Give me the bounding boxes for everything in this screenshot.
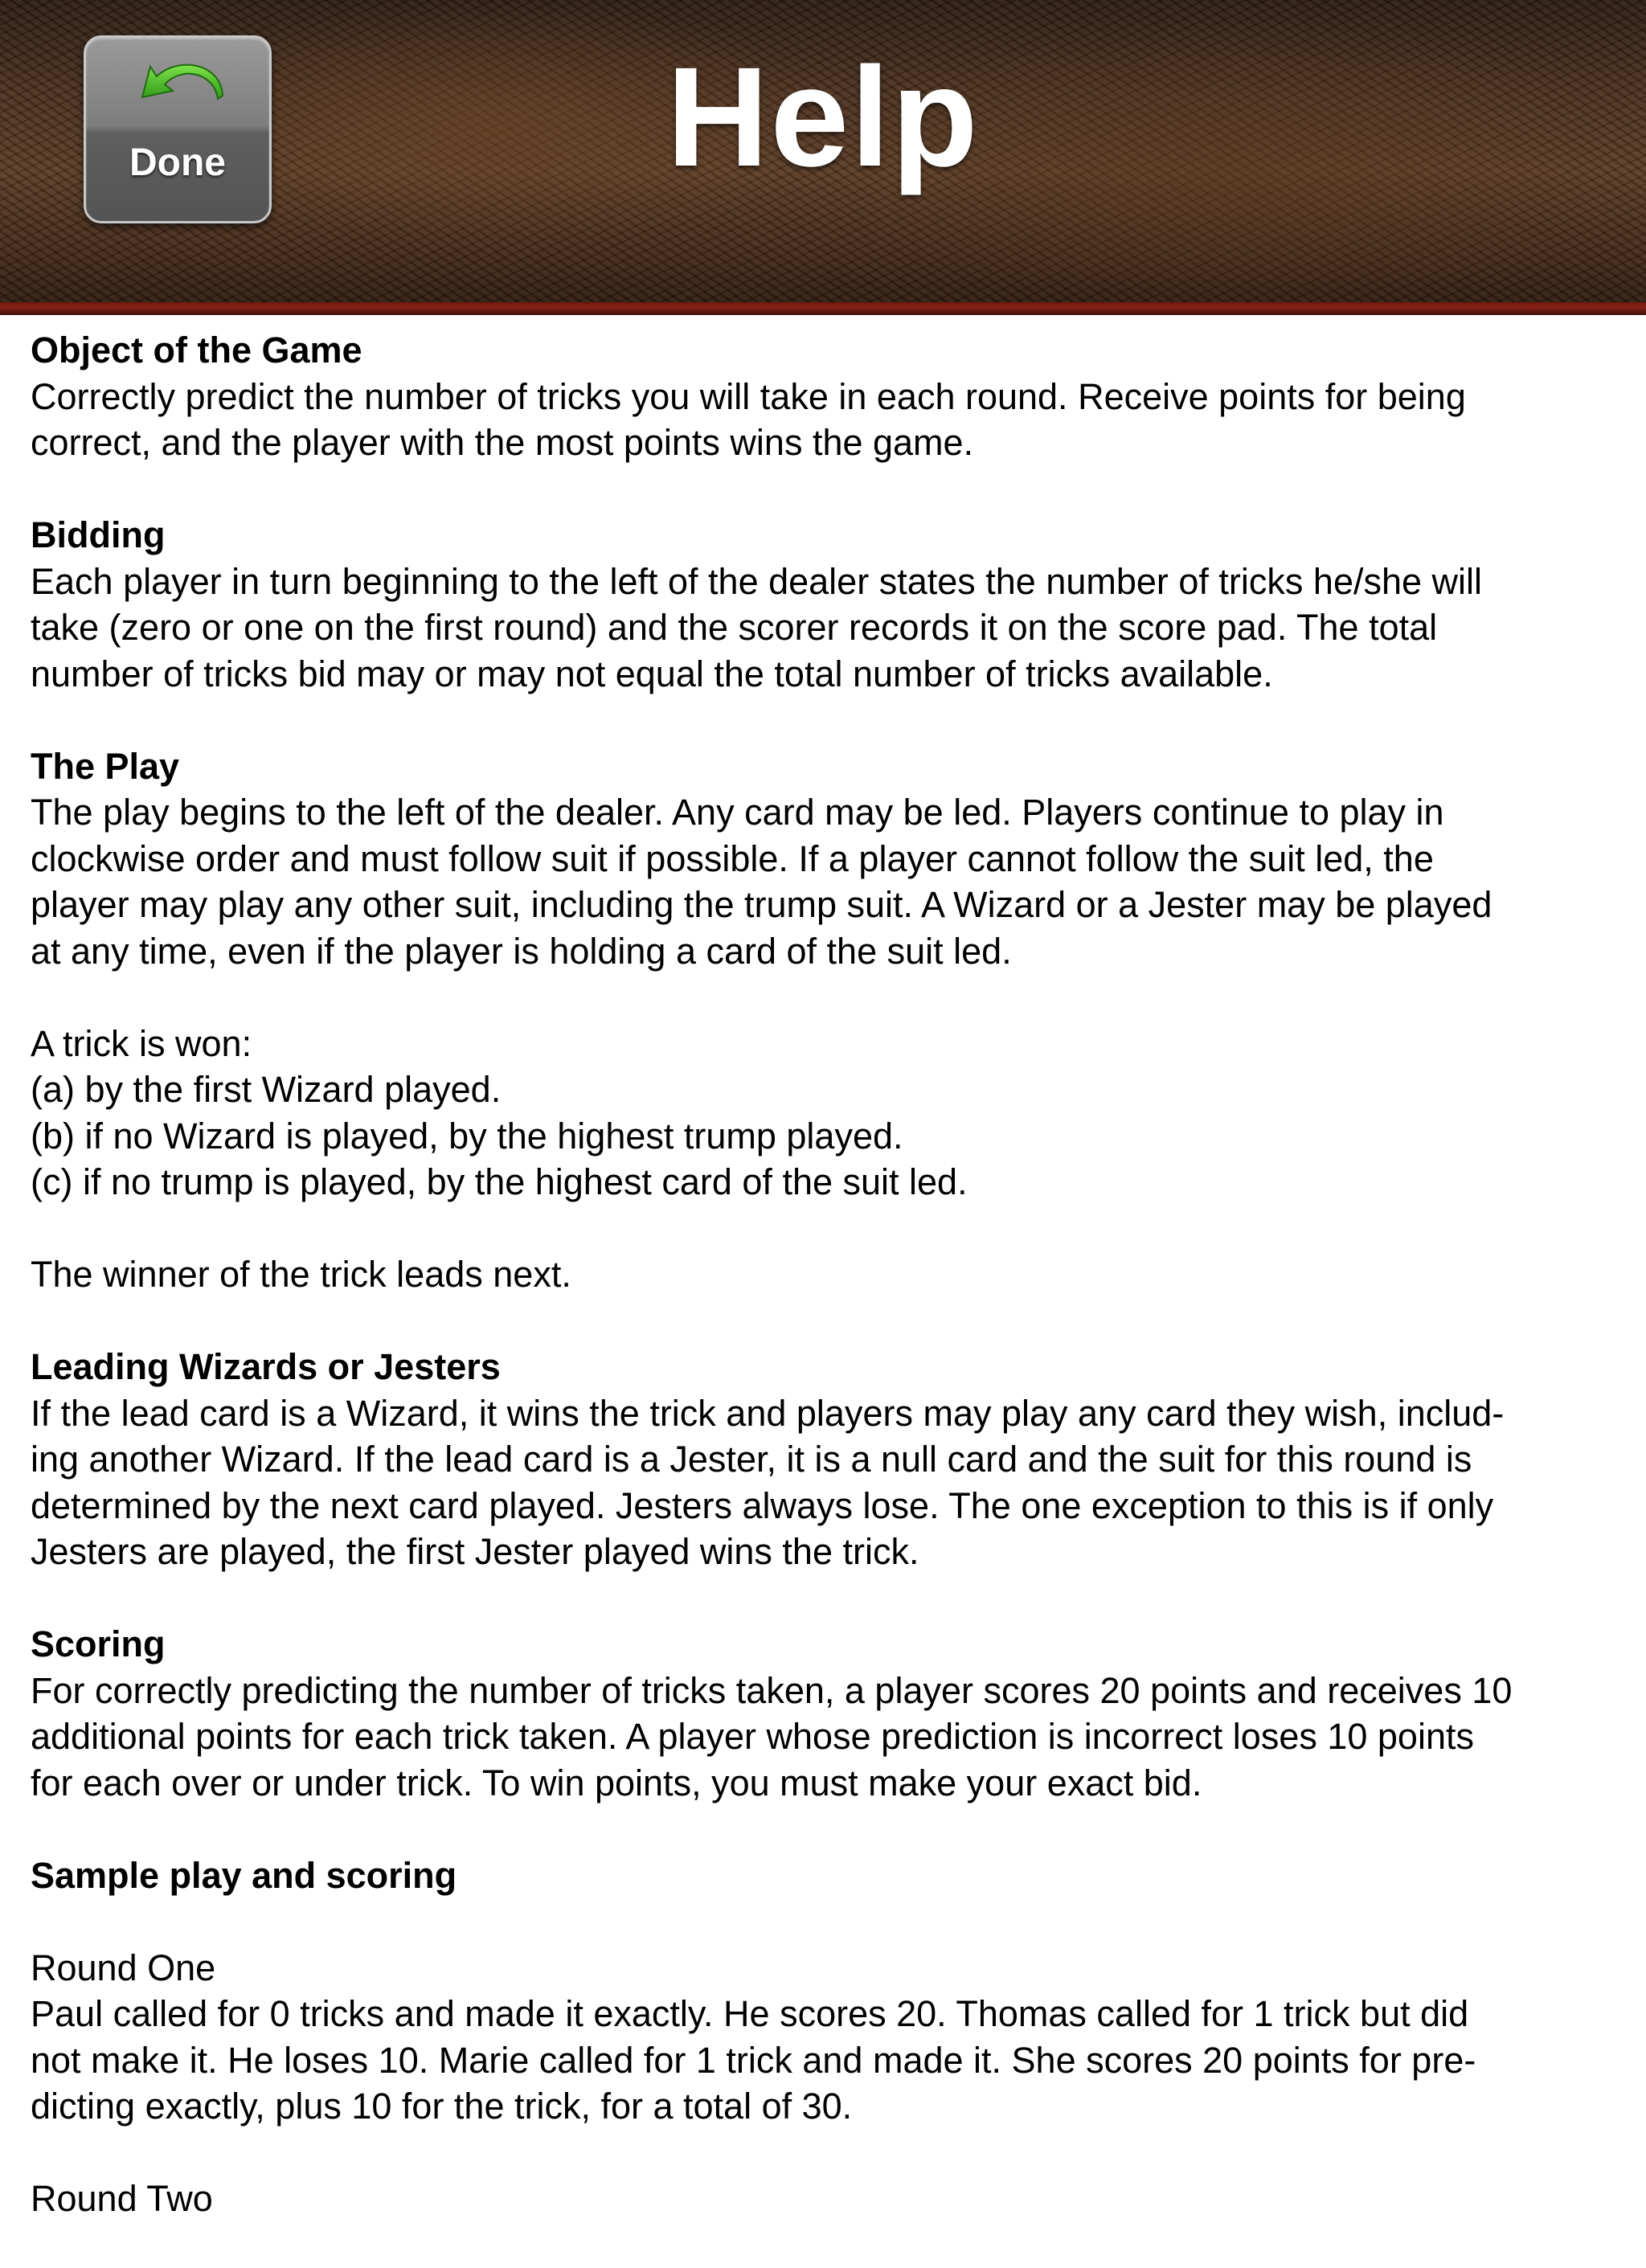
paragraph-line: A trick is won: [31, 1022, 252, 1064]
header-trim [0, 302, 1646, 315]
paragraph-line: The play begins to the left of the dealer. Any card may be led. Players continue to play in [31, 792, 1444, 833]
section-trick-rules [31, 1021, 1630, 1206]
paragraph-line: Paul called for 0 tricks and made it exactly. He scores 20. Thomas called for 1 trick but did [31, 1993, 1469, 2034]
section-play [31, 743, 1630, 975]
section-heading: The Play [31, 745, 180, 787]
paragraph-line: For correctly predicting the number of tricks taken, a player scores 20 points and receives 10 [31, 1669, 1513, 1711]
header-bar [0, 0, 1646, 312]
section-bidding [31, 512, 1630, 697]
section-round-one [31, 1945, 1630, 2130]
section-leading [31, 1344, 1630, 1575]
section-sample [31, 1852, 1630, 1899]
paragraph-line: If the lead card is a Wizard, it wins the trick and players may play any card they wish, includ- [31, 1392, 1505, 1434]
section-object [31, 327, 1630, 466]
page-title: Help [666, 39, 980, 196]
paragraph-line: clockwise order and must follow suit if possible. If a player cannot follow the suit led, the [31, 837, 1434, 879]
paragraph-line: Round Two [31, 2178, 213, 2219]
paragraph-line: player may play any other suit, including the trump suit. A Wizard or a Jester may be played [31, 884, 1492, 925]
section-trick-winner [31, 1251, 1630, 1298]
paragraph-line: (a) by the first Wizard played. [31, 1069, 502, 1110]
paragraph-line: (c) if no trump is played, by the highest card of the suit led. [31, 1161, 968, 1202]
paragraph-line: Correctly predict the number of tricks you will take in each round. Receive points for being [31, 375, 1466, 417]
paragraph-line: additional points for each trick taken. A player whose prediction is incorrect loses 10 points [31, 1716, 1474, 1757]
paragraph-line: not make it. He loses 10. Marie called for 1 trick and made it. She scores 20 points for pre- [31, 2039, 1476, 2081]
section-heading: Leading Wizards or Jesters [31, 1346, 501, 1387]
paragraph-line: at any time, even if the player is holding a card of the suit led. [31, 930, 1012, 972]
section-scoring [31, 1621, 1630, 1806]
paragraph-line: ing another Wizard. If the lead card is a Jester, it is a null card and the suit for this round is [31, 1439, 1472, 1480]
paragraph-line: correct, and the player with the most points wins the game. [31, 422, 974, 463]
paragraph-line: dicting exactly, plus 10 for the trick, for a total of 30. [31, 2086, 853, 2127]
paragraph-line: The winner of the trick leads next. [31, 1254, 571, 1295]
section-heading: Scoring [31, 1623, 166, 1664]
section-round-two [31, 2176, 1630, 2222]
section-heading: Bidding [31, 514, 166, 555]
section-heading: Sample play and scoring [31, 1854, 457, 1896]
paragraph-line: Each player in turn beginning to the left of the dealer states the number of tricks he/she will [31, 560, 1483, 602]
paragraph-line: Jesters are played, the first Jester played wins the trick. [31, 1531, 919, 1572]
paragraph-line: Round One [31, 1947, 216, 1988]
paragraph-line: number of tricks bid may or may not equal the total number of tricks available. [31, 653, 1273, 694]
paragraph-line: for each over or under trick. To win points, you must make your exact bid. [31, 1762, 1202, 1803]
done-label: Done [129, 141, 226, 184]
paragraph-line: take (zero or one on the first round) and the scorer records it on the score pad. The total [31, 607, 1438, 648]
section-heading: Object of the Game [31, 330, 362, 370]
paragraph-line: determined by the next card played. Jesters always lose. The one exception to this is if only [31, 1484, 1494, 1526]
paragraph-line: (b) if no Wizard is played, by the highest trump played. [31, 1115, 903, 1157]
help-content [31, 327, 1630, 2268]
